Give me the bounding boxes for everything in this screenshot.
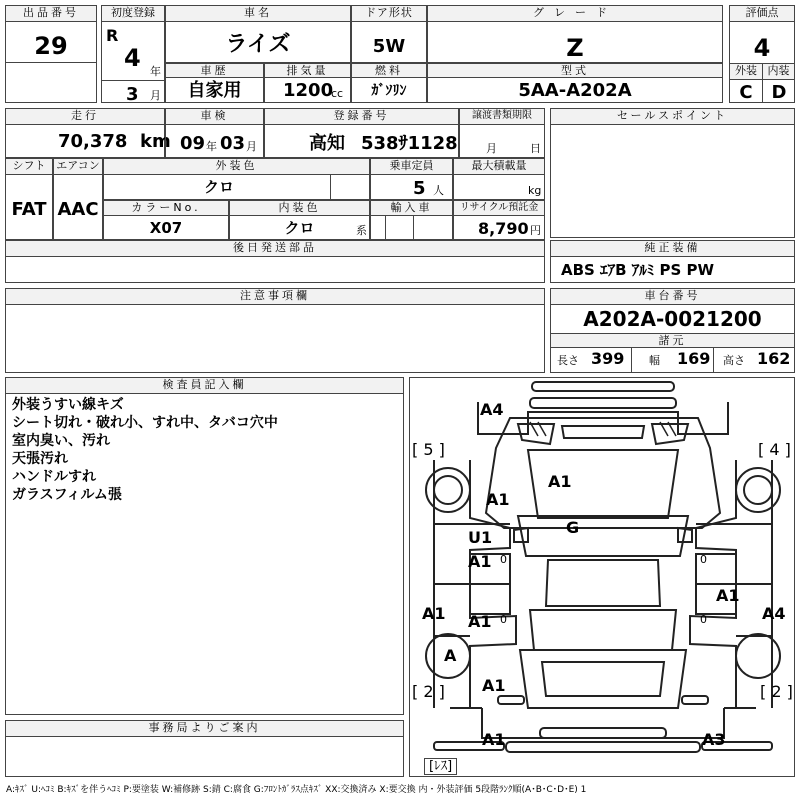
grade-header: グレード xyxy=(428,6,722,22)
era: R xyxy=(106,26,119,45)
chassis-box xyxy=(550,288,795,373)
recycle-box xyxy=(453,200,545,240)
ext-color-header: 外装色 xyxy=(104,159,369,175)
grade-box xyxy=(427,5,723,63)
import-header: 輸入車 xyxy=(371,201,452,216)
exterior-grade: C xyxy=(739,82,753,103)
specs-header: 諸元 xyxy=(551,333,794,348)
corner-label-4: [ 4 ] xyxy=(758,440,791,459)
length-label: 長さ xyxy=(557,354,579,367)
shaken-header: 車検 xyxy=(166,109,263,125)
door-handle-mark: 0 xyxy=(500,553,507,566)
door-type-header: ドア形状 xyxy=(352,6,426,22)
recycle-unit: 円 xyxy=(530,224,541,237)
car-name-header: 車名 xyxy=(166,6,350,22)
reg-number: 538ｻ1128 xyxy=(361,133,458,154)
corner-label-2-right: [ 2 ] xyxy=(760,682,793,701)
rear-label: [ﾚｽ] xyxy=(424,758,457,775)
inspector-note: 天張汚れ xyxy=(12,451,68,467)
damage-mark-windshield: G xyxy=(566,518,580,537)
shaken-box xyxy=(165,108,264,158)
damage-mark-left-rear-wheel: A xyxy=(444,646,457,665)
color-no-box xyxy=(103,200,229,240)
sales-point-box xyxy=(550,108,795,238)
height: 162 xyxy=(757,349,791,368)
damage-mark-left-sill: A1 xyxy=(422,604,446,623)
damage-mark-hood: A1 xyxy=(548,472,572,491)
shaken-month: 03 xyxy=(220,133,246,154)
inspector-note: 外装うすい線キズ xyxy=(12,397,124,413)
displacement-header: 排気量 xyxy=(265,64,350,78)
import-box xyxy=(370,200,453,240)
width-label: 幅 xyxy=(649,354,660,367)
doc-month-unit: 月 xyxy=(486,142,497,155)
int-color-header: 内装色 xyxy=(230,201,369,216)
inspector-note: シート切れ・破れ小、すれ中、タバコ穴中 xyxy=(12,415,278,431)
recycle: 8,790 xyxy=(478,219,529,238)
score: 4 xyxy=(753,34,771,62)
corner-label-2-left: [ 2 ] xyxy=(412,682,445,701)
aircon-header: エアコン xyxy=(54,159,102,175)
registration-header: 登録番号 xyxy=(265,109,458,125)
month-unit: 月 xyxy=(150,89,161,102)
displacement-box xyxy=(264,63,351,103)
capacity: 5 xyxy=(413,178,426,199)
chassis-header: 車台番号 xyxy=(551,289,794,305)
mileage-box xyxy=(5,108,171,158)
door-type: 5W xyxy=(372,36,406,57)
exterior-header: 外装 xyxy=(730,64,762,80)
shift-box xyxy=(5,158,53,240)
score-header: 評価点 xyxy=(730,6,794,22)
door-handle-mark: 0 xyxy=(500,613,507,626)
int-color-suffix: 系 xyxy=(356,224,367,237)
fuel-header: 燃料 xyxy=(352,64,426,78)
color-no: X07 xyxy=(149,219,183,237)
office-info-header: 事務局よりご案内 xyxy=(6,721,403,737)
office-info-box xyxy=(5,720,404,777)
lot-no: 29 xyxy=(34,32,68,60)
capacity-unit: 人 xyxy=(433,184,444,197)
damage-mark-left-rear-quarter: A1 xyxy=(468,612,492,631)
inspector-note: ガラスフィルム張 xyxy=(12,487,122,503)
aircon-box xyxy=(53,158,103,240)
score-box xyxy=(729,5,795,103)
color-no-header: カラーNo. xyxy=(104,201,228,216)
shaken-year: 09 xyxy=(180,133,206,154)
transfer-docs-box xyxy=(459,108,545,158)
int-color-box xyxy=(229,200,370,240)
car-name-box xyxy=(165,5,351,63)
mileage-header: 走行 xyxy=(6,109,164,125)
interior-header: 内装 xyxy=(762,64,794,80)
damage-legend: A:ｷｽﾞ U:ﾍｺﾐ B:ｷｽﾞを伴うﾍｺﾐ P:要塗装 W:補修跡 S:錆 C:腐食 G:ﾌﾛﾝﾄｶﾞﾗｽ点ｷｽﾞ XX:交換済み X:要交換 内・外装評価 5段階ﾗﾝｸ順(A･B･C･D･E) 1 xyxy=(6,785,587,795)
length: 399 xyxy=(591,349,625,368)
inspector-box xyxy=(5,377,404,715)
displacement-unit: cc xyxy=(331,87,344,100)
model-box xyxy=(427,63,723,103)
model-header: 型式 xyxy=(428,64,722,78)
caution-header: 注意事項欄 xyxy=(6,289,544,305)
damage-mark-rear-bumper-right: A3 xyxy=(702,730,726,749)
width: 169 xyxy=(677,349,711,368)
capacity-header: 乗車定員 xyxy=(371,159,452,175)
displacement: 1200 xyxy=(283,80,334,101)
ext-color-box xyxy=(103,158,370,200)
fuel: ｶﾞｿﾘﾝ xyxy=(371,83,407,99)
later-parts-box xyxy=(5,240,545,283)
car-name: ライズ xyxy=(225,32,291,57)
interior-grade: D xyxy=(771,82,787,103)
car-diagram xyxy=(409,377,795,777)
damage-mark-front-left-door: U1 xyxy=(468,528,493,547)
max-load-header: 最大積載量 xyxy=(454,159,544,175)
grade: Z xyxy=(566,34,584,62)
lot-no-header: 出品番号 xyxy=(6,6,96,22)
damage-mark-right-rear-door: A1 xyxy=(716,586,740,605)
car-outline-drawing xyxy=(410,378,794,776)
damage-mark-front-left-corner: A4 xyxy=(480,400,504,419)
aircon: AAC xyxy=(57,199,99,220)
history-header: 車歴 xyxy=(166,64,263,78)
corner-label-5: [ 5 ] xyxy=(412,440,445,459)
history-box xyxy=(165,63,264,103)
recycle-header: リサイクル預託金 xyxy=(454,201,544,216)
int-color: クロ xyxy=(284,219,315,237)
caution-box xyxy=(5,288,545,373)
first-reg-box xyxy=(101,5,165,103)
doc-day-unit: 日 xyxy=(530,142,541,155)
lot-no-box xyxy=(5,5,97,103)
history: 自家用 xyxy=(187,80,242,101)
shift: FAT xyxy=(11,199,47,220)
damage-mark-front-left-door-2: A1 xyxy=(468,552,492,571)
sales-point-header: セールスポイント xyxy=(551,109,794,125)
door-type-box xyxy=(351,5,427,63)
door-handle-mark: 0 xyxy=(700,613,707,626)
shaken-month-unit: 月 xyxy=(246,140,257,153)
max-load-unit: kg xyxy=(528,184,542,197)
year-unit: 年 xyxy=(150,65,161,78)
height-label: 高さ xyxy=(723,354,745,367)
model: 5AA-A202A xyxy=(518,80,632,101)
inspector-header: 検査員記入欄 xyxy=(6,378,403,394)
chassis-no: A202A-0021200 xyxy=(583,307,762,331)
door-handle-mark: 0 xyxy=(700,553,707,566)
shift-header: シフト xyxy=(6,159,52,175)
transfer-docs-header: 譲渡書類期限 xyxy=(460,109,544,125)
first-reg-year: 4 xyxy=(124,44,141,72)
damage-mark-left-rear-panel: A1 xyxy=(482,676,506,695)
shaken-year-unit: 年 xyxy=(206,140,217,153)
later-parts-header: 後日発送部品 xyxy=(6,241,544,257)
damage-mark-right-rear-quarter: A4 xyxy=(762,604,786,623)
genuine-equip-header: 純正装備 xyxy=(551,241,794,257)
first-reg-month: 3 xyxy=(126,84,139,105)
reg-area: 高知 xyxy=(309,133,345,154)
genuine-equip-box xyxy=(550,240,795,283)
fuel-box xyxy=(351,63,427,103)
capacity-box xyxy=(370,158,453,200)
mileage-unit: km xyxy=(140,131,171,152)
mileage: 70,378 xyxy=(58,131,128,152)
max-load-box xyxy=(453,158,545,200)
inspector-note: 室内臭い、汚れ xyxy=(12,433,110,449)
registration-box xyxy=(264,108,459,158)
damage-mark-rear-bumper-left: A1 xyxy=(482,730,506,749)
ext-color: クロ xyxy=(203,178,234,196)
genuine-equip: ABS ｴｱB ｱﾙﾐ PS PW xyxy=(561,261,715,279)
inspector-note: ハンドルすれ xyxy=(12,469,96,485)
damage-mark-front-left-fender: A1 xyxy=(486,490,510,509)
first-reg-header: 初度登録 xyxy=(102,6,164,22)
